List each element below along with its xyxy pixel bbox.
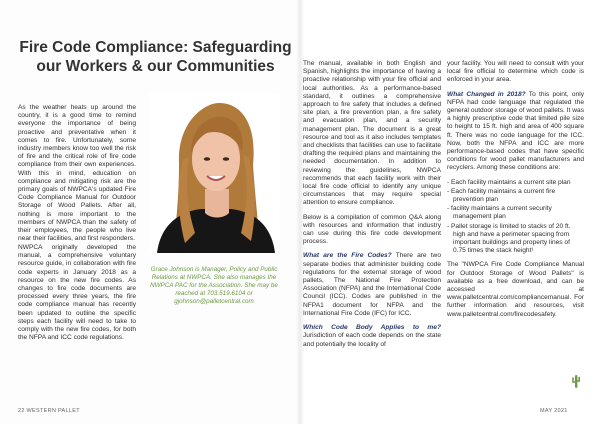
question-fire-codes: What are the Fire Codes? bbox=[303, 252, 392, 260]
question-code-body: Which Code Body Applies to me? bbox=[303, 324, 441, 332]
right-column bbox=[447, 60, 584, 325]
qa-2018-changes bbox=[447, 91, 584, 173]
cactus-icon bbox=[571, 374, 581, 388]
answer-code-body: Jurisdiction of each code depends on the state and potentially the locality of bbox=[303, 332, 441, 348]
mid-paragraph-1: The manual, available in both English and Spanish, highlights the importance of having a proactive relationship with your fire official and local authorities. As a performance-based standard, it outlines a comprehensive approach to fire safety that includes a defined site plan, a fire prevention plan, a fire safety and evacuation plan, and a security management plan. The document is a great resource and tool as it also includes templates and checklists that facilities can use to facilitate drafting the required plans and maintaining the needed documentation. In addition to reviewing the guidelines, NWPCA recommends that each facility work with their local fire code official to identify any unique circumstances that may require special attention to ensure compliance. bbox=[303, 60, 441, 207]
mid-paragraph-2: Below is a compilation of common Q&A along with resources and information that industry can use during this fire code development process. bbox=[303, 213, 441, 246]
left-column-lower bbox=[18, 244, 136, 348]
qa-fire-codes bbox=[303, 252, 441, 318]
author-photo bbox=[149, 93, 279, 253]
page-footer-right: MAY 2021 bbox=[540, 408, 568, 414]
list-item: - Each facility maintains a current fire prevention plan bbox=[447, 187, 556, 204]
list-item: - Each facility maintains a current site plan bbox=[447, 178, 571, 186]
answer-fire-codes: There are two separate bodies that administer building code regulations for the external storage of wood pallets, The National Fire Protection Association (NFPA) and the International Code Council (ICC). Codes are published in the NFPA1 document for NFPA and the International Fire Code (IFC) for ICC. bbox=[303, 252, 441, 317]
answer-2018: To this point, only NFPA had code language that regulated the general outdoor storage of wood pallets. It was a highly prescriptive code that limited pile size to height to 15 ft. high and area of 400 square ft. There was no code language for the ICC. Now, both the NFPA and ICC are more performance-based codes that have specific conditions for wood pallet manufacturers and recyclers. Among these conditions are: bbox=[447, 90, 584, 172]
author-caption: Grace Johnson is Manager, Policy and Public Relations at NWPCA. She also manages the NWPCA PAC for the Association. She may be reached at 703.519.6104 or gjohnson@palletcentral.com bbox=[150, 266, 278, 306]
middle-column bbox=[303, 60, 441, 355]
paragraph-two: NWPCA originally developed the manual, a comprehensive voluntary resource guide, in collaboration with fire code experts in January 2018 as a resource on the new fire codes. As changes to fire code documents are processed every three years, the fire code compliance manual has recently been updated to outline the specific steps each facility will need to take to comply with the new fire codes, for both the NFPA and ICC code regulations. bbox=[18, 244, 136, 342]
left-column-text bbox=[18, 104, 136, 249]
intro-paragraph: As the weather heats up around the country, it is a good time to remind everyone the importance of being proactive and preventative when it comes to fire. Unfortunately, some industry members know too well the risk of fire and the critical role of fire code compliance from their own experiences. With this in mind, education on compliance and mitigating risk are the primary goals of NWPCA's updated Fire Code Compliance Manual for Outdoor Storage of Wood Pallets. After all, nothing is more important to the members of NWPCA than the safety of their employees, the people who live near their facilities, and first responders. bbox=[18, 104, 136, 243]
right-paragraph-1: your facility. You will need to consult with your local fire official to determine which code is enforced in your area. bbox=[447, 60, 584, 84]
closing-paragraph: The "NWPCA Fire Code Compliance Manual for Outdoor Storage of Wood Pallets" is available as a free download, and can be accessed at www.palletcentral.com/compliancemanual. For further information and resources, visit www.palletcentral.com/firecodesafety. bbox=[447, 261, 584, 318]
article-title: Fire Code Compliance: Safeguarding our Workers & our Communities bbox=[19, 39, 292, 75]
list-item: - facility maintains a current security management plan bbox=[447, 205, 552, 221]
qa-code-body bbox=[303, 324, 441, 349]
page-footer-left: 22 WESTERN PALLET bbox=[18, 408, 80, 414]
conditions-list bbox=[447, 179, 584, 256]
list-item: - Pallet storage is limited to stacks of 20 ft. high and have a perimeter spacing from important buildings and property lines of 0.75 times the stack height¹ bbox=[447, 222, 571, 255]
question-2018: What Changed in 2018? bbox=[447, 90, 526, 98]
